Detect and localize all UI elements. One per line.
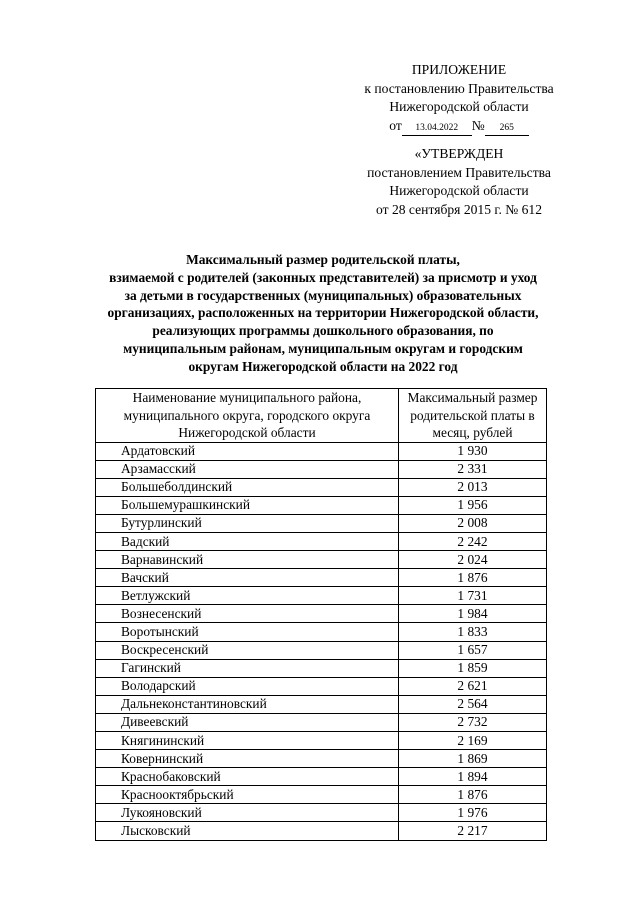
municipality-name: Володарский — [96, 677, 399, 695]
municipality-name: Вадский — [96, 532, 399, 550]
max-fee-value: 2 564 — [399, 695, 547, 713]
table-row — [96, 786, 547, 804]
municipality-name: Лукояновский — [96, 804, 399, 822]
max-fee-value: 2 331 — [399, 460, 547, 478]
municipality-name: Краснобаковский — [96, 768, 399, 786]
max-fee-value: 2 732 — [399, 713, 547, 731]
municipality-name: Арзамасский — [96, 460, 399, 478]
approved-line-3: Нижегородской области — [389, 183, 529, 198]
table-row — [96, 768, 547, 786]
table-row — [96, 442, 547, 460]
approved-line-2: постановлением Правительства — [367, 164, 551, 180]
max-fee-value: 1 657 — [399, 641, 547, 659]
municipality-name: Большемурашкинский — [96, 496, 399, 514]
table-row — [96, 677, 547, 695]
title-line: округам Нижегородской области на 2022 год — [188, 358, 458, 374]
title-line: реализующих программы дошкольного образования, по — [152, 323, 494, 339]
municipality-name: Краснооктябрьский — [96, 786, 399, 804]
max-fee-value: 2 217 — [399, 822, 547, 840]
table-row — [96, 822, 547, 840]
table-row — [96, 623, 547, 641]
municipality-name: Варнавинский — [96, 551, 399, 569]
max-fee-value: 2 024 — [399, 551, 547, 569]
table-row — [96, 605, 547, 623]
appendix-date-row — [340, 117, 578, 136]
table-row — [96, 750, 547, 768]
max-fee-value: 1 984 — [399, 605, 547, 623]
max-fee-value: 1 956 — [399, 496, 547, 514]
table-row — [96, 496, 547, 514]
table-row — [96, 713, 547, 731]
max-fee-value: 1 876 — [399, 786, 547, 804]
municipality-name: Ардатовский — [96, 442, 399, 460]
approved-line-1: «УТВЕРЖДЕН — [414, 146, 504, 161]
max-fee-value: 2 013 — [399, 478, 547, 496]
table-row — [96, 587, 547, 605]
appendix-block — [340, 61, 578, 136]
title-line: взимаемой с родителей (законных представителей) за присмотр и уход — [109, 269, 537, 285]
municipality-name: Княгининский — [96, 732, 399, 750]
table-row — [96, 732, 547, 750]
municipality-name: Лысковский — [96, 822, 399, 840]
max-fee-value: 1 869 — [399, 750, 547, 768]
document-title — [76, 251, 570, 376]
table-row — [96, 514, 547, 532]
municipality-name: Ковернинский — [96, 750, 399, 768]
appendix-line-2: Нижегородской области — [389, 99, 529, 114]
municipality-name: Ветлужский — [96, 587, 399, 605]
max-fee-value: 1 731 — [399, 587, 547, 605]
max-fee-value: 1 833 — [399, 623, 547, 641]
max-fee-value: 2 008 — [399, 514, 547, 532]
table-row — [96, 695, 547, 713]
resolution-date: 13.04.2022 — [402, 122, 472, 136]
table-row — [96, 532, 547, 550]
municipality-name: Вознесенский — [96, 605, 399, 623]
table-row — [96, 804, 547, 822]
municipality-name: Гагинский — [96, 659, 399, 677]
table-row — [96, 641, 547, 659]
municipality-name: Дальнеконстантиновский — [96, 695, 399, 713]
max-fee-value: 1 894 — [399, 768, 547, 786]
max-fee-value: 2 621 — [399, 677, 547, 695]
appendix-title: ПРИЛОЖЕНИЕ — [411, 62, 507, 77]
table-row — [96, 569, 547, 587]
max-fee-value: 1 859 — [399, 659, 547, 677]
header-max-fee: Максимальный размер родительской платы в месяц, рублей — [399, 389, 547, 443]
header-municipality: Наименование муниципального района, муниципального округа, городского округа Нижегородской области — [96, 389, 399, 443]
table-row — [96, 659, 547, 677]
municipality-name: Воскресенский — [96, 641, 399, 659]
municipality-name: Дивеевский — [96, 713, 399, 731]
municipality-name: Бутурлинский — [96, 514, 399, 532]
max-fee-value: 2 242 — [399, 532, 547, 550]
resolution-number: 265 — [485, 122, 529, 136]
appendix-line-1: к постановлению Правительства — [364, 80, 554, 96]
max-fee-value: 1 876 — [399, 569, 547, 587]
max-fee-value: 1 930 — [399, 442, 547, 460]
max-fee-value: 2 169 — [399, 732, 547, 750]
from-label: от — [389, 117, 402, 133]
table-row — [96, 551, 547, 569]
municipality-name: Воротынский — [96, 623, 399, 641]
approved-line-4: от 28 сентября 2015 г. № 612 — [375, 201, 543, 217]
number-label: № — [471, 117, 485, 133]
title-line: муниципальным районам, муниципальным округам и городским — [123, 340, 523, 356]
max-fee-value: 1 976 — [399, 804, 547, 822]
municipality-name: Вачский — [96, 569, 399, 587]
title-line: за детьми в государственных (муниципальных) образовательных — [124, 287, 522, 303]
table-row — [96, 460, 547, 478]
municipality-name: Большеболдинский — [96, 478, 399, 496]
table-row — [96, 478, 547, 496]
title-line: организациях, расположенных на территории Нижегородской области, — [107, 305, 539, 321]
fee-table — [95, 388, 547, 841]
title-line: Максимальный размер родительской платы, — [186, 252, 460, 267]
table-header-row — [96, 389, 547, 443]
approved-block — [340, 145, 578, 219]
